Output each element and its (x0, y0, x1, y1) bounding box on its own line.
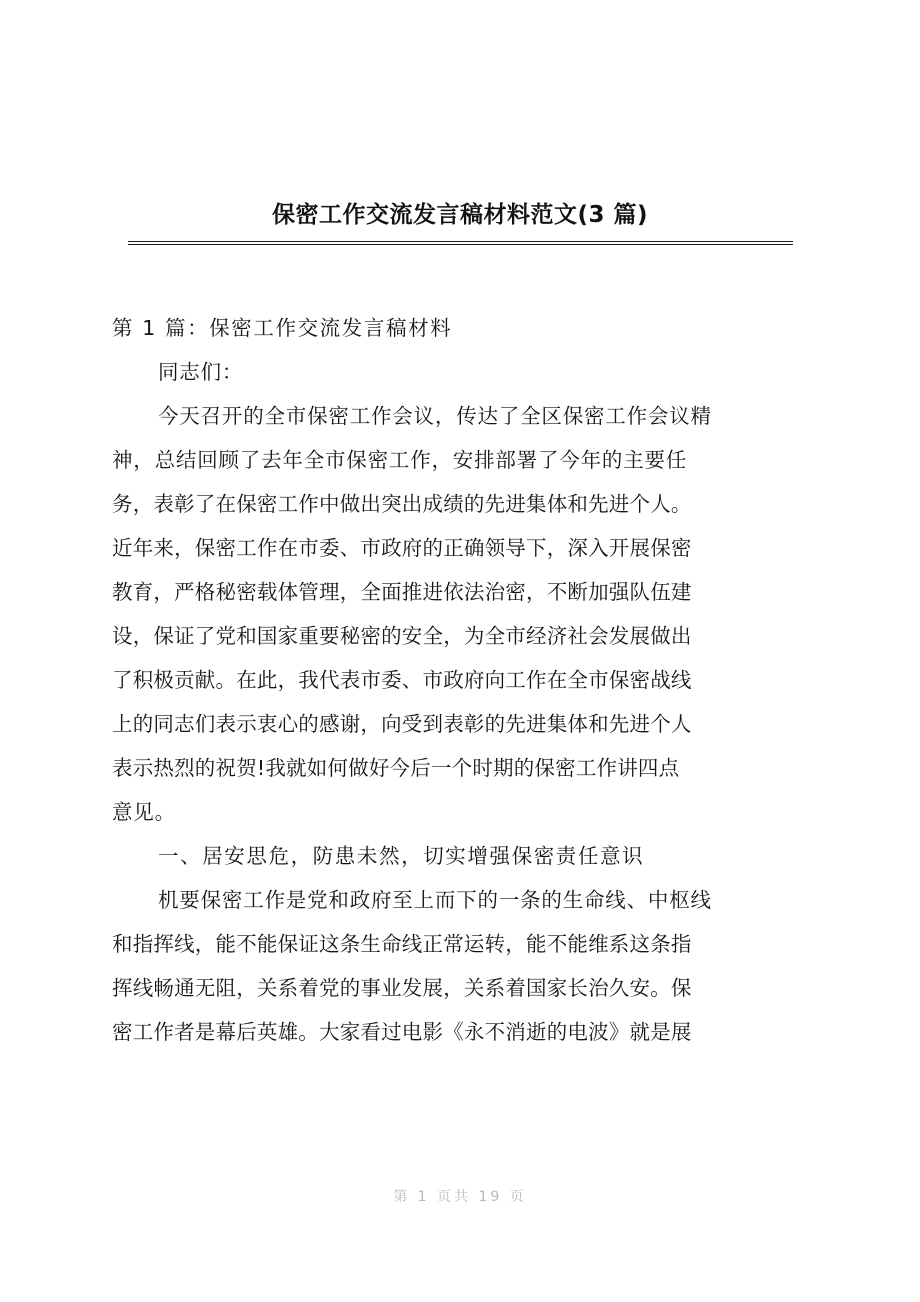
body-line: 教育，严格秘密载体管理，全面推进依法治密，不断加强队伍建 (112, 580, 692, 604)
body-line: 设，保证了党和国家重要秘密的安全，为全市经济社会发展做出 (112, 624, 692, 648)
page-footer: 第 1 页共 19 页 (393, 1189, 527, 1205)
section-heading-1: 一、居安思危，防患未然，切实增强保密责任意识 (158, 844, 645, 868)
section-label: 第 1 篇：保密工作交流发言稿材料 (112, 316, 453, 340)
body-line: 机要保密工作是党和政府至上而下的一条的生命线、中枢线 (158, 888, 712, 912)
page-title: 保密工作交流发言稿材料范文(3 篇) (271, 202, 649, 228)
body-line: 和指挥线，能不能保证这条生命线正常运转，能不能维系这条指 (112, 932, 692, 956)
body-line: 了积极贡献。在此，我代表市委、市政府向工作在全市保密战线 (112, 668, 692, 692)
body-line: 意见。 (112, 800, 176, 824)
body-line: 神，总结回顾了去年全市保密工作，安排部署了今年的主要任 (112, 448, 688, 472)
title-divider (128, 241, 793, 245)
body-line: 务，表彰了在保密工作中做出突出成绩的先进集体和先进个人。 (112, 492, 692, 516)
divider-rule-bottom (128, 244, 793, 245)
body-line: 上的同志们表示衷心的感谢，向受到表彰的先进集体和先进个人 (112, 712, 692, 736)
salutation: 同志们： (158, 360, 244, 384)
body-line: 近年来，保密工作在市委、市政府的正确领导下，深入开展保密 (112, 536, 692, 560)
divider-rule-top (128, 241, 793, 242)
body-line: 表示热烈的祝贺!我就如何做好今后一个时期的保密工作讲四点 (112, 756, 680, 780)
body-line: 密工作者是幕后英雄。大家看过电影《永不消逝的电波》就是展 (112, 1020, 692, 1044)
document-body (112, 306, 812, 1054)
body-line: 挥线畅通无阻，关系着党的事业发展，关系着国家长治久安。保 (112, 976, 692, 1000)
body-line: 今天召开的全市保密工作会议，传达了全区保密工作会议精 (158, 404, 712, 428)
